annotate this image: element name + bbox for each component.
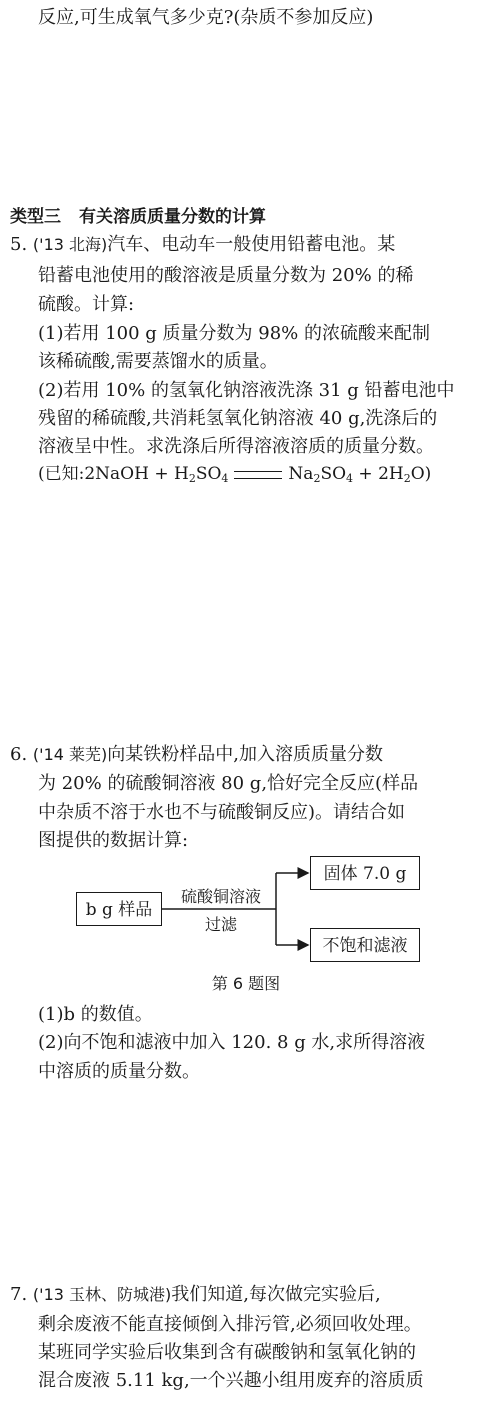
question-text-line: 剩余废液不能直接倾倒入排污管,必须回收处理。: [38, 1314, 422, 1335]
question-text-line: 混合废液 5.11 kg,一个兴趣小组用废弃的溶质质: [38, 1370, 424, 1391]
question-text: 向某铁粉样品中,加入溶质质量分数: [107, 744, 383, 765]
question-source: ('13 北海): [32, 235, 108, 254]
question-text-line: 图提供的数据计算:: [38, 830, 189, 851]
figure-caption: 第 6 题图: [211, 974, 281, 993]
question-part: (1)b 的数值。: [38, 1004, 153, 1025]
sample-box: b g 样品: [76, 892, 162, 926]
question-source: ('14 莱芜): [32, 745, 108, 764]
question-number: 6.: [10, 744, 28, 765]
question-text-line: 铅蓄电池使用的酸溶液是质量分数为 20% 的稀: [38, 265, 414, 286]
solid-box: 固体 7.0 g: [310, 856, 420, 890]
filtrate-box: 不饱和滤液: [310, 928, 420, 962]
question-text-line: 为 20% 的硫酸铜溶液 80 g,恰好完全反应(样品: [38, 773, 419, 794]
question-text-line: 反应,可生成氧气多少克?(杂质不参加反应): [38, 7, 374, 28]
question-text-line: (1)若用 100 g 质量分数为 98% 的浓硫酸来配制: [38, 323, 430, 344]
section-label: 类型三: [10, 207, 61, 227]
section-title: 有关溶质质量分数的计算: [79, 207, 266, 227]
question-source: ('13 玉林、防城港): [32, 1285, 172, 1304]
question-text-line: (2)若用 10% 的氢氧化钠溶液洗涤 31 g 铅蓄电池中: [38, 380, 455, 401]
question-text-line: 该稀硫酸,需要蒸馏水的质量。: [38, 351, 278, 372]
question-text-line: 溶液呈中性。求洗涤后所得溶液溶质的质量分数。: [38, 436, 434, 457]
question-text-line: 硫酸。计算:: [38, 294, 135, 315]
question-text-line: 中杂质不溶于水也不与硫酸铜反应)。请结合如: [38, 802, 406, 823]
question-number: 5.: [10, 234, 28, 255]
question-text: 我们知道,每次做完实验后,: [171, 1284, 381, 1305]
question-text-line: 残留的稀硫酸,共消耗氢氧化钠溶液 40 g,洗涤后的: [38, 408, 438, 429]
question-text: 汽车、电动车一般使用铅蓄电池。某: [107, 234, 396, 255]
reagent-label: 硫酸铜溶液: [180, 887, 261, 906]
question-7-line1: [10, 1281, 381, 1308]
question-number: 7.: [10, 1284, 28, 1305]
process-label: 过滤: [204, 915, 237, 934]
question-text-line: 中溶质的质量分数。: [38, 1061, 200, 1082]
chemical-equation: (已知:2NaOH + $H_2SO_4$ $Na_2SO_4 + 2H_2O$): [38, 464, 432, 485]
question-text-line: 某班同学实验后收集到含有碳酸钠和氢氧化钠的: [38, 1342, 416, 1363]
question-part: (2)向不饱和滤液中加入 120. 8 g 水,求所得溶液: [38, 1032, 426, 1053]
